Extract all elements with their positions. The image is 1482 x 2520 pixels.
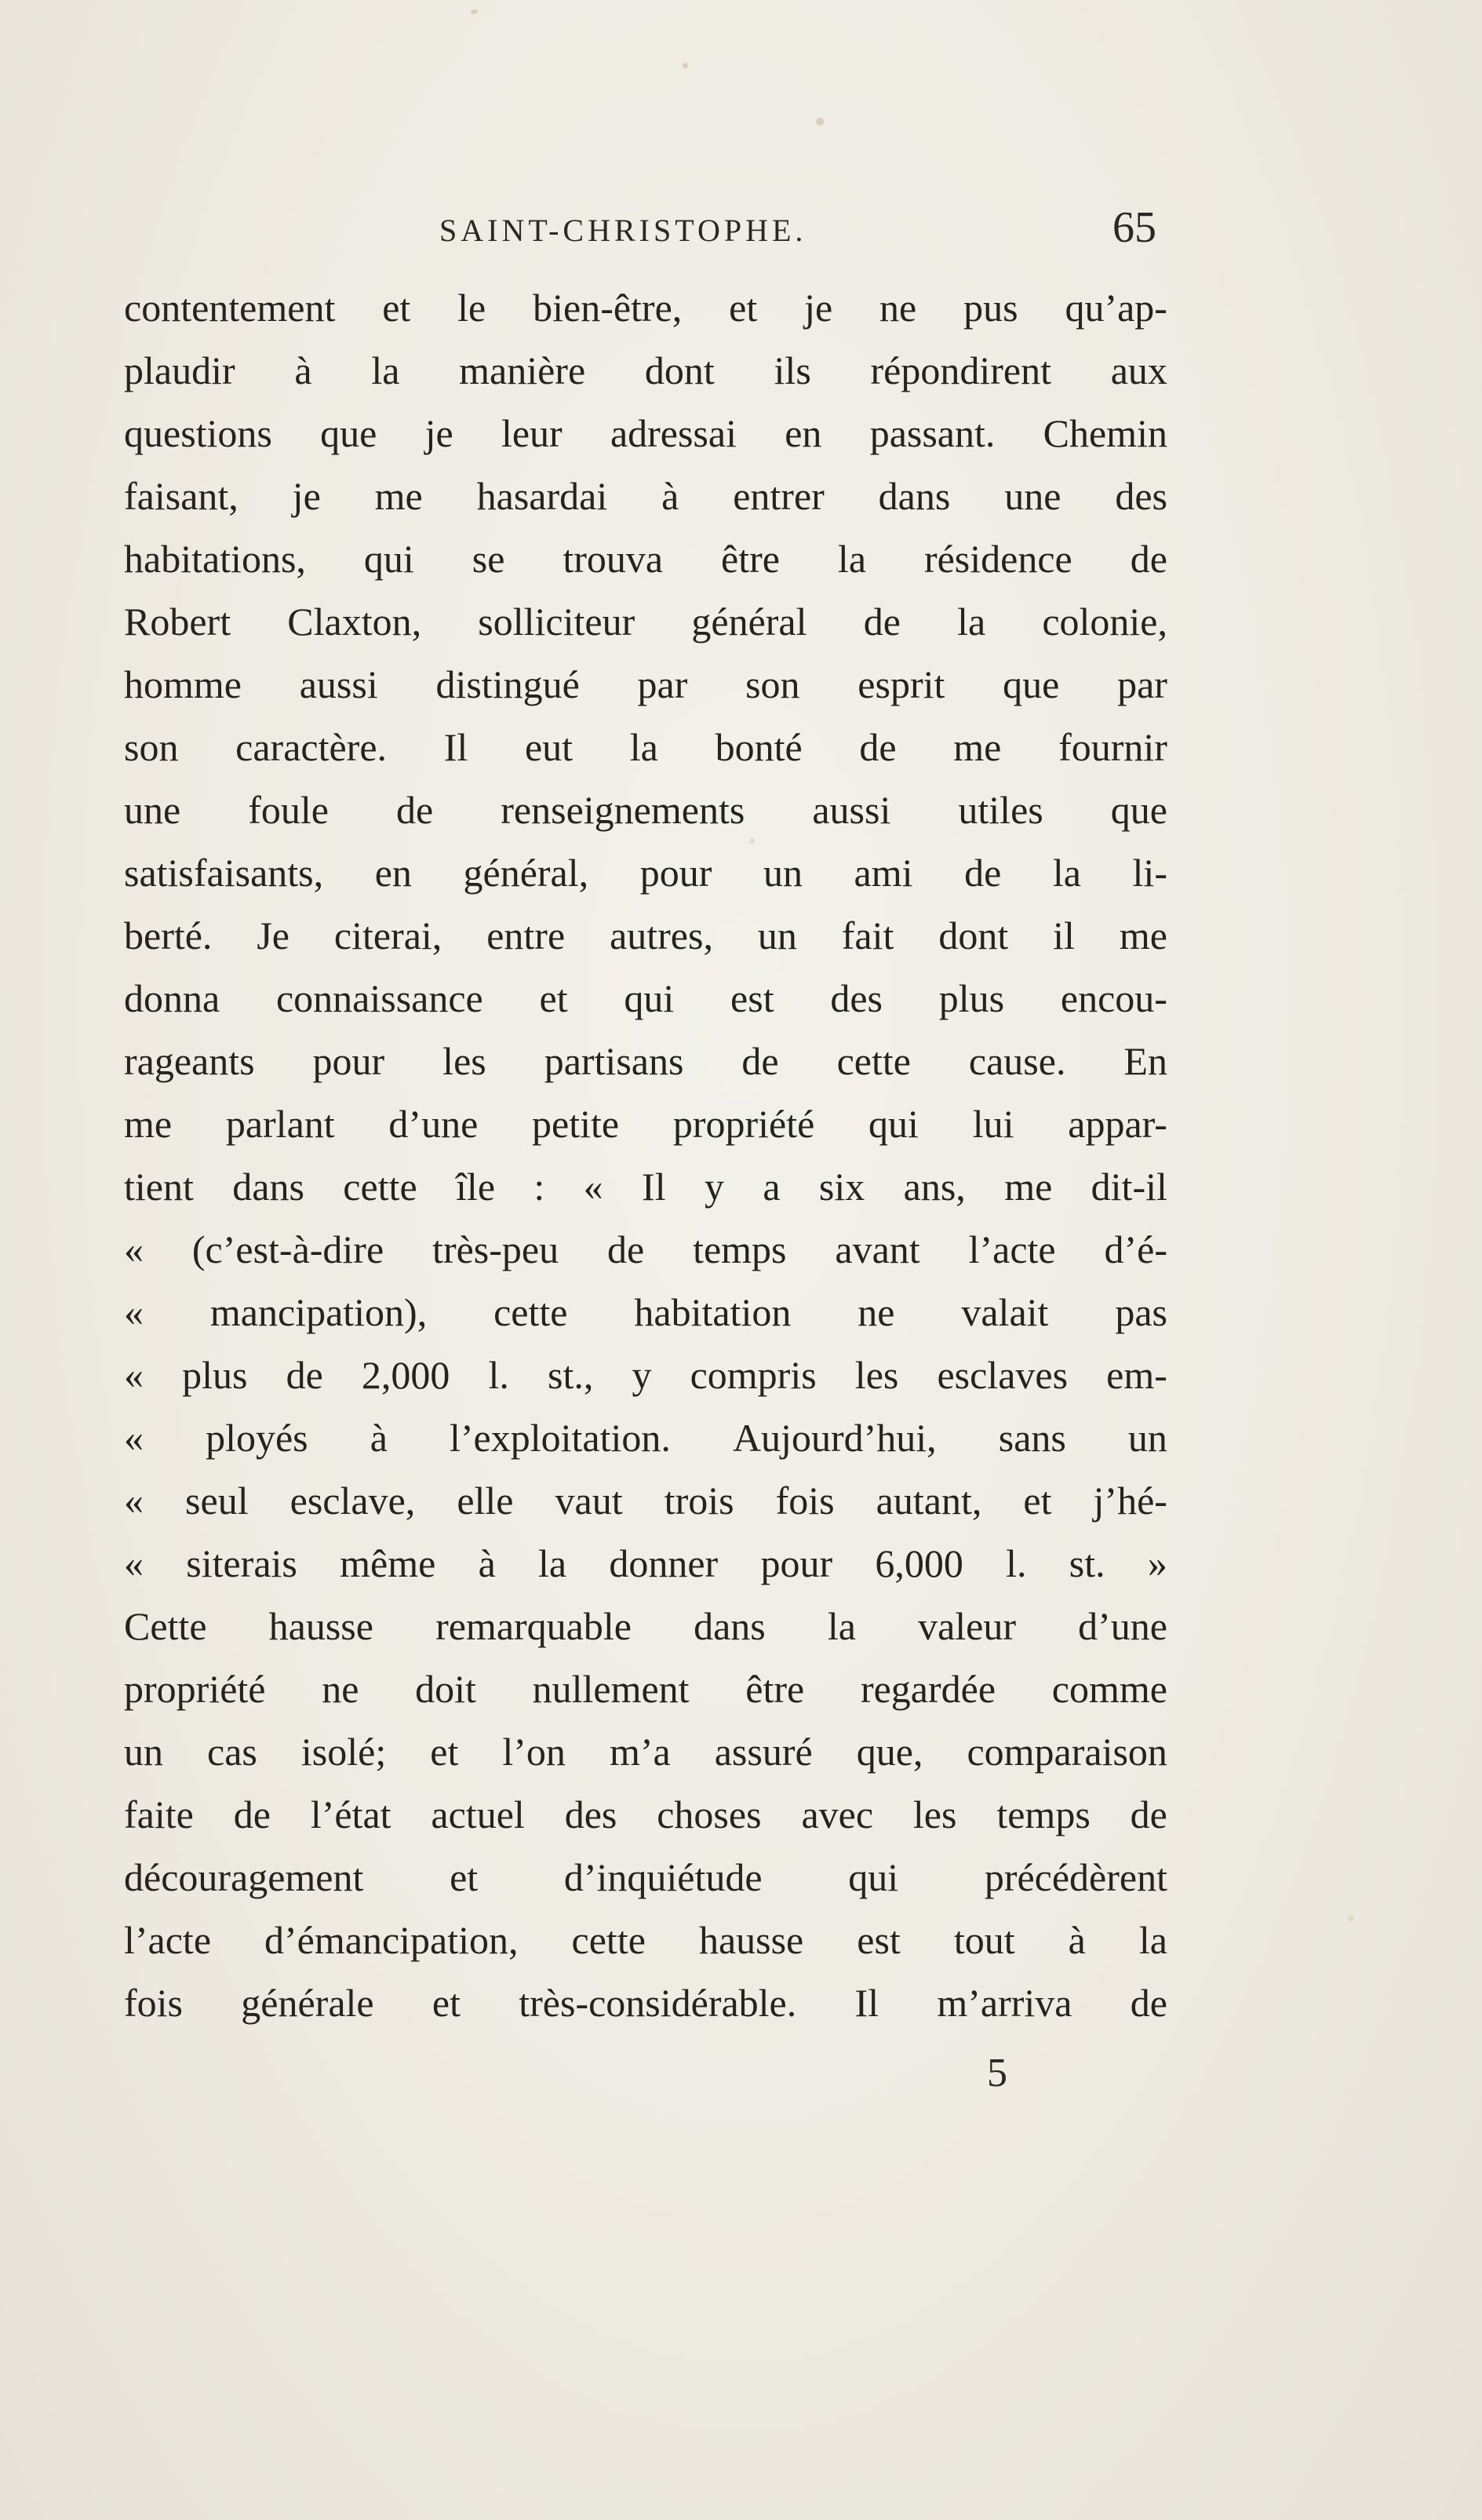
running-head: SAINT-CHRISTOPHE. xyxy=(439,213,807,248)
text-line: son caractère. Il eut la bonté de me fournir xyxy=(124,725,1167,769)
body-text xyxy=(124,276,1167,2034)
page-number: 65 xyxy=(1112,203,1156,252)
foxing-speck xyxy=(816,118,824,126)
foxing-speck xyxy=(683,63,688,68)
text-line: « (c’est-à-dire très-peu de temps avant l’acte d’é- xyxy=(124,1227,1167,1271)
text-line: « ployés à l’exploitation. Aujourd’hui, sans un xyxy=(124,1416,1167,1460)
text-line: propriété ne doit nullement être regardée comme xyxy=(124,1667,1167,1711)
text-line: habitations, qui se trouva être la résidence de xyxy=(124,537,1167,581)
text-line: plaudir à la manière dont ils répondirent aux xyxy=(124,348,1167,392)
text-line: l’acte d’émancipation, cette hausse est tout à la xyxy=(124,1918,1167,1962)
text-line: Cette hausse remarquable dans la valeur d’une xyxy=(124,1604,1167,1648)
foxing-speck xyxy=(471,9,478,14)
foxing-speck xyxy=(1348,1915,1354,1921)
text-line: « mancipation), cette habitation ne valait pas xyxy=(124,1290,1167,1334)
text-line: fois générale et très-considérable. Il m’arriva de xyxy=(124,1981,1167,2025)
text-line: faisant, je me hasardai à entrer dans une des xyxy=(124,474,1167,518)
text-line: questions que je leur adressai en passant. Chemin xyxy=(124,411,1167,455)
text-line: contentement et le bien-être, et je ne pus qu’ap- xyxy=(124,286,1167,330)
signature-mark: 5 xyxy=(987,2051,1007,2095)
text-line: Robert Claxton, solliciteur général de la colonie, xyxy=(124,600,1167,644)
text-line: « plus de 2,000 l. st., y compris les esclaves em- xyxy=(124,1353,1167,1397)
text-line: homme aussi distingué par son esprit que par xyxy=(124,662,1167,706)
text-line: rageants pour les partisans de cette cause. En xyxy=(124,1039,1167,1083)
text-line: « seul esclave, elle vaut trois fois autant, et j’hé- xyxy=(124,1479,1167,1523)
text-line: un cas isolé; et l’on m’a assuré que, comparaison xyxy=(124,1730,1167,1774)
text-line: une foule de renseignements aussi utiles que xyxy=(124,788,1167,832)
text-line: donna connaissance et qui est des plus encou- xyxy=(124,976,1167,1020)
text-line: tient dans cette île : « Il y a six ans, me dit-il xyxy=(124,1165,1167,1209)
text-line: découragement et d’inquiétude qui précédèrent xyxy=(124,1855,1167,1899)
text-line: « siterais même à la donner pour 6,000 l. st. » xyxy=(124,1541,1167,1585)
text-line: berté. Je citerai, entre autres, un fait dont il me xyxy=(124,914,1167,957)
text-line: satisfaisants, en général, pour un ami de la li- xyxy=(124,851,1167,895)
text-line: faite de l’état actuel des choses avec les temps de xyxy=(124,1792,1167,1836)
text-line: me parlant d’une petite propriété qui lui appar- xyxy=(124,1102,1167,1146)
